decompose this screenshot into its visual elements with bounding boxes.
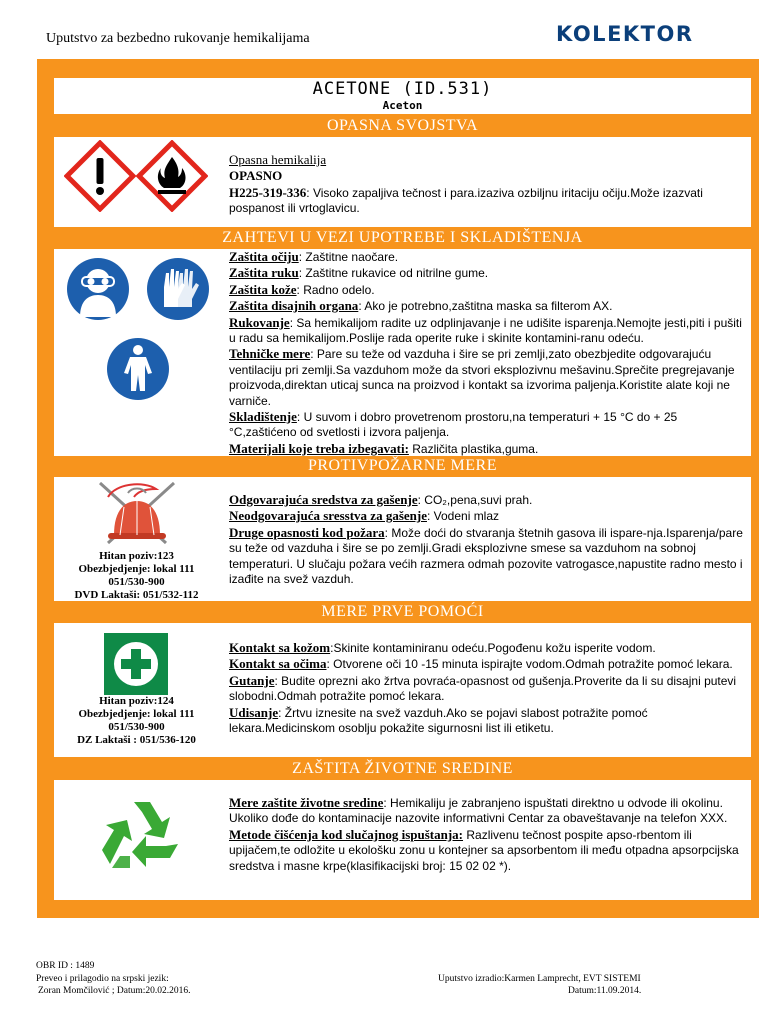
signal-word: OPASNO [229, 168, 283, 184]
skin-contact-label: Kontakt sa kožom [229, 640, 331, 655]
fire-hazards-label: Druge opasnosti kod požara [229, 524, 385, 540]
firefighter-emblem-icon [94, 477, 180, 554]
materials-to-avoid-text: Različita plastika,guma. [408, 441, 539, 456]
first-aid-text [229, 640, 744, 736]
inhalation-label: Udisanje [229, 704, 279, 720]
handling-label: Rukovanje [229, 314, 290, 330]
hazards-text [229, 152, 739, 217]
gloves-icon [146, 257, 210, 326]
unsuitable-extinguishing-label: Neodgovarajuća sresstva za gašenje [229, 508, 427, 524]
technical-measures-text: : Pare su teže od vazduha i šire se pri zemlji,zato obezbjedite odgovarajuću ventilaciju pri zemlji.Sa vazduhom može da stvori eksplozivnu mešavinu.Sprečite pregrejavanje proizvoda,direktan uticaj sunca na proizvod i kontakt sa izvorima paljenja.Koristite alate koji ne varniče. [229, 347, 735, 408]
medical-emergency-call: Hitan poziv:124 [99, 695, 174, 707]
svg-text:KOLEKTOR: KOLEKTOR [556, 22, 694, 46]
first-aid-security-extension: Obezbjedjenje: lokal 111 [78, 708, 195, 720]
ingestion-label: Gutanje [229, 672, 275, 688]
fire-emergency-contacts [54, 550, 219, 602]
health-center-phone: DZ Laktaši : 051/536-120 [77, 734, 196, 746]
fire-panel [54, 477, 751, 601]
first-aid-security-phone: 051/530-900 [108, 721, 165, 733]
environment-text [229, 795, 744, 874]
kolektor-logo [556, 20, 746, 46]
eye-contact-text: : Otvorene oči 10 -15 minuta ispirajte vodom.Odmah potražite pomoć lekara. [326, 657, 733, 672]
inhalation-text: : Žrtvu iznesite na svež vazduh.Ako se pojavi slabost potražite pomoć lekara.Medicinskom osoblju pokažite sigurnosni list ili etiketu. [229, 705, 648, 736]
first-aid-emergency-contacts [54, 695, 219, 747]
fire-security-phone: 051/530-900 [108, 576, 165, 588]
hazard-label: Opasna hemikalija [229, 152, 327, 167]
suitable-extinguishing-text: : CO₂,pena,suvi prah. [417, 493, 533, 507]
handling-panel [54, 249, 751, 456]
skin-protection-label: Zaštita kože [229, 281, 297, 297]
product-title-panel [54, 78, 751, 114]
unsuitable-extinguishing-text: : Vodeni mlaz [426, 509, 500, 524]
flame-pictogram-icon [136, 140, 208, 217]
protective-suit-icon [106, 337, 170, 406]
environment-panel [54, 780, 751, 900]
prepared-by: Uputstvo izradio:Karmen Lamprecht, EVT SISTEMI [438, 974, 641, 984]
translator-and-date: Zoran Momčilović ; Datum:20.02.2016. [38, 986, 191, 996]
fire-section-title: PROTIVPOŽARNE MERE [307, 457, 497, 474]
translated-by-label: Preveo i prilagodio na srpski jezik: [36, 974, 169, 984]
first-aid-panel [54, 623, 751, 757]
respiratory-protection-text: : Ako je potrebno,zaštitna maska sa filterom AX. [358, 299, 613, 314]
hand-protection-text: : Zaštitne rukavice od nitrilne gume. [298, 266, 489, 281]
fire-brigade-phone: DVD Laktaši: 051/532-112 [74, 589, 199, 601]
ingestion-text: : Budite oprezni ako žrtva povraća-opasnost od gušenja.Proverite da li su disajni putevi slobodni.Odmah potražite pomoć lekara. [229, 673, 737, 704]
eye-contact-label: Kontakt sa očima [229, 656, 327, 672]
hand-protection-label: Zaštita ruku [229, 265, 299, 281]
hazards-section-title: OPASNA SVOJSTVA [326, 117, 479, 134]
spill-cleanup-label: Metode čišćenja kod slučajnog ispuštanja: [229, 826, 464, 842]
fire-emergency-call: Hitan poziv:123 [99, 550, 174, 562]
environmental-measures-label: Mere zaštite životne sredine [229, 795, 384, 810]
skin-contact-text: :Skinite kontaminiranu odeću.Pogođenu kožu isperite vodom. [330, 641, 656, 655]
handling-section-title: ZAHTEVI U VEZI UPOTREBE I SKLADIŠTENJA [222, 229, 583, 246]
product-subname: Aceton [382, 99, 423, 112]
eye-protection-label: Zaštita očiju [229, 249, 299, 264]
environment-section-title: ZAŠTITA ŽIVOTNE SREDINE [292, 760, 513, 777]
prepared-date: Datum:11.09.2014. [568, 986, 642, 996]
hazard-statements: : Visoko zapaljiva tečnost i para.izaziva ozbiljnu iritaciju očiju.Može izazvati pospanost ili vrtoglavicu. [229, 185, 703, 216]
obr-id: OBR ID : 1489 [36, 961, 95, 971]
exclamation-pictogram-icon [64, 140, 136, 217]
technical-measures-label: Tehničke mere [229, 346, 311, 362]
hazards-panel [54, 137, 751, 227]
environmental-measures-text: : Hemikaliju je zabranjeno ispuštati direktno u odvode ili okolinu. Ukoliko dođe do kontaminacije nazovite informativni Centar za obaveštavanje na telefon XXX. [229, 796, 728, 826]
eye-protection-text: : Zaštitne naočare. [298, 250, 399, 264]
product-name: ACETONE (ID.531) [312, 79, 493, 99]
fire-hazards-text: : Može doći do stvaranja štetnih gasova ili ispare-nja.Isparenja/pare su teže od vazduha i šire se po zemlji.Gradi eksplozivne smese sa vazduhom na sobnoj temperaturi. U slučaju požara većih razmera odmah pozovite vatrogasce,napustite radno mesto i izađite na svež vazduh. [229, 525, 743, 587]
materials-to-avoid-label: Materijali koje treba izbegavati: [229, 440, 409, 456]
fire-text [229, 492, 744, 587]
spill-cleanup-text: Razlivenu tečnost pospite apso-rbentom ili upijačem,te odložite u ekološku zonu u kontejner sa apsorbentom ili među otpadna apsorpcijska sredstva i masne krpe(klasifikacijski broj: 15 02 02 *). [229, 827, 739, 873]
first-aid-section-title: MERE PRVE POMOĆI [321, 603, 484, 620]
storage-text: : U suvom i dobro provetrenom prostoru,na temperaturi + 15 °C do + 25 °C,zaštićeno od svetlosti i izvora paljenja. [229, 410, 678, 440]
skin-protection-text: : Radno odelo. [296, 282, 375, 297]
fire-security-extension: Obezbjedjenje: lokal 111 [78, 563, 195, 575]
goggles-icon [66, 257, 130, 326]
suitable-extinguishing-label: Odgovarajuća sredstva za gašenje [229, 492, 418, 507]
first-aid-cross-icon [104, 633, 168, 700]
storage-label: Skladištenje [229, 409, 297, 425]
handling-instructions: : Sa hemikalijom radite uz odplinjavanje i ne udišite isparenja.Nemojte jesti,piti i pušiti u radu sa hemikalijom.Poslije rada operite ruke i skinite kontamini-ranu odeću. [229, 315, 742, 346]
handling-text [229, 249, 744, 457]
h-codes: H225-319-336 [229, 184, 307, 200]
respiratory-protection-label: Zaštita disajnih organa [229, 298, 359, 314]
recycle-icon [100, 798, 184, 881]
document-title: Uputstvo za bezbedno rukovanje hemikalijama [46, 31, 310, 46]
